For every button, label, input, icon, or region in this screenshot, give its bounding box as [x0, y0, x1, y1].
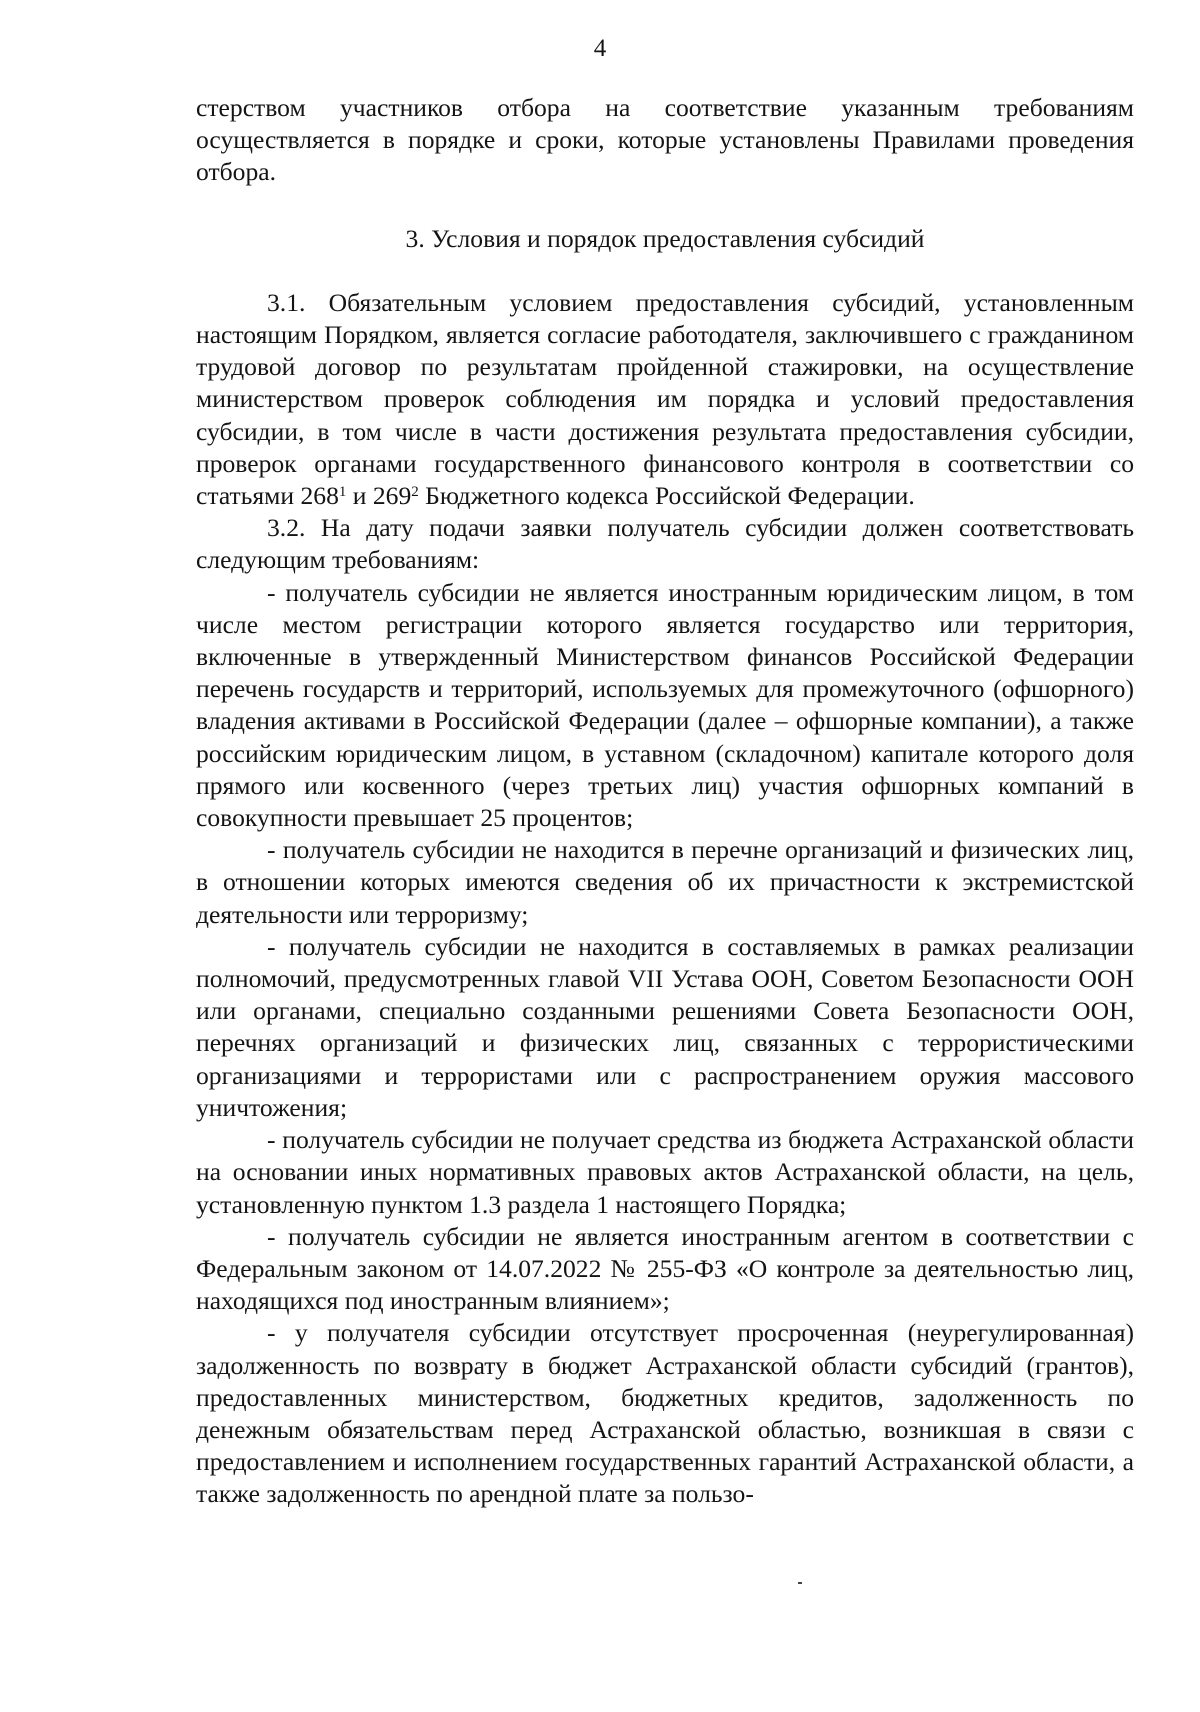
clause-3-1-paragraph: [196, 287, 1134, 512]
document-body: [196, 92, 1134, 1511]
clause-3-1-text-part-2: и 269: [346, 481, 412, 511]
scan-artifact-dot: [798, 1582, 802, 1584]
requirement-item: - получатель субсидии не является иностранным юридическим лицом, в том числе местом регистрации которого является государство или территория, включенные в утвержденный Министерством финансов Российской Федерации перечень государств и территорий, используемых для промежуточного (офшорного) владения активами в Российской Федерации (далее – офшорные компании), а также российским юридическим лицом, в уставном (складочном) капитале которого доля прямого или косвенного (через третьих лиц) участия офшорных компаний в совокупности превышает 25 процентов;: [196, 577, 1134, 833]
page-number: 4: [593, 35, 607, 62]
section-heading: 3. Условия и порядок предоставления субсидий: [405, 223, 925, 253]
clause-3-2-paragraph: 3.2. На дату подачи заявки получатель субсидии должен соответствовать следующим требованиям:: [196, 513, 1134, 575]
clause-3-1-superscript-1: 1: [338, 483, 347, 500]
requirement-item: - получатель субсидии не находится в составляемых в рамках реализации полномочий, предусмотренных главой VII Устава ООН, Советом Безопасности ООН или органами, специально созданными решениями Совета Безопасности ООН, перечнях организаций и физических лиц, связанных с террористическими организациями и террористами или с распространением оружия массового уничтожения;: [196, 931, 1134, 1122]
requirement-item: - у получателя субсидии отсутствует просроченная (неурегулированная) задолженность по возврату в бюджет Астраханской области субсидий (грантов), предоставленных министерством, бюджетных кредитов, задолженность по денежным обязательствам перед Астраханской областью, возникшая в связи с предоставлением и исполнением государственных гарантий Астраханской области, а также задолженность по арендной плате за пользо-: [196, 1318, 1134, 1509]
requirement-item: - получатель субсидии не находится в перечне организаций и физических лиц, в отношении которых имеются сведения об их причастности к экстремистской деятельности или терроризму;: [196, 835, 1134, 929]
continuation-paragraph: стерством участников отбора на соответствие указанным требованиям осуществляется в порядке и сроки, которые установлены Правилами проведения отбора.: [196, 93, 1134, 187]
clause-3-1-text-part-3: Бюджетного кодекса Российской Федерации.: [418, 481, 915, 511]
requirement-item: - получатель субсидии не является иностранным агентом в соответствии с Федеральным законом от 14.07.2022 № 255-ФЗ «О контроле за деятельностью лиц, находящихся под иностранным влиянием»;: [196, 1221, 1134, 1316]
clause-3-1-superscript-2: 2: [411, 483, 419, 500]
clause-3-1-text-part-1: 3.1. Обязательным условием предоставления субсидий, установленным настоящим Порядком, является согласие работодателя, заключившего с гражданином трудовой договор по результатам пройденной стажировки, на осуществление министерством проверок соблюдения им порядка и условий предоставления субсидии, в том числе в части достижения результата предоставления субсидии, проверок органами государственного финансового контроля в соответствии со статьями 268: [196, 287, 1134, 511]
requirement-item: - получатель субсидии не получает средства из бюджета Астраханской области на основании иных нормативных правовых актов Астраханской области, на цель, установленную пунктом 1.3 раздела 1 настоящего Порядка;: [196, 1125, 1134, 1219]
